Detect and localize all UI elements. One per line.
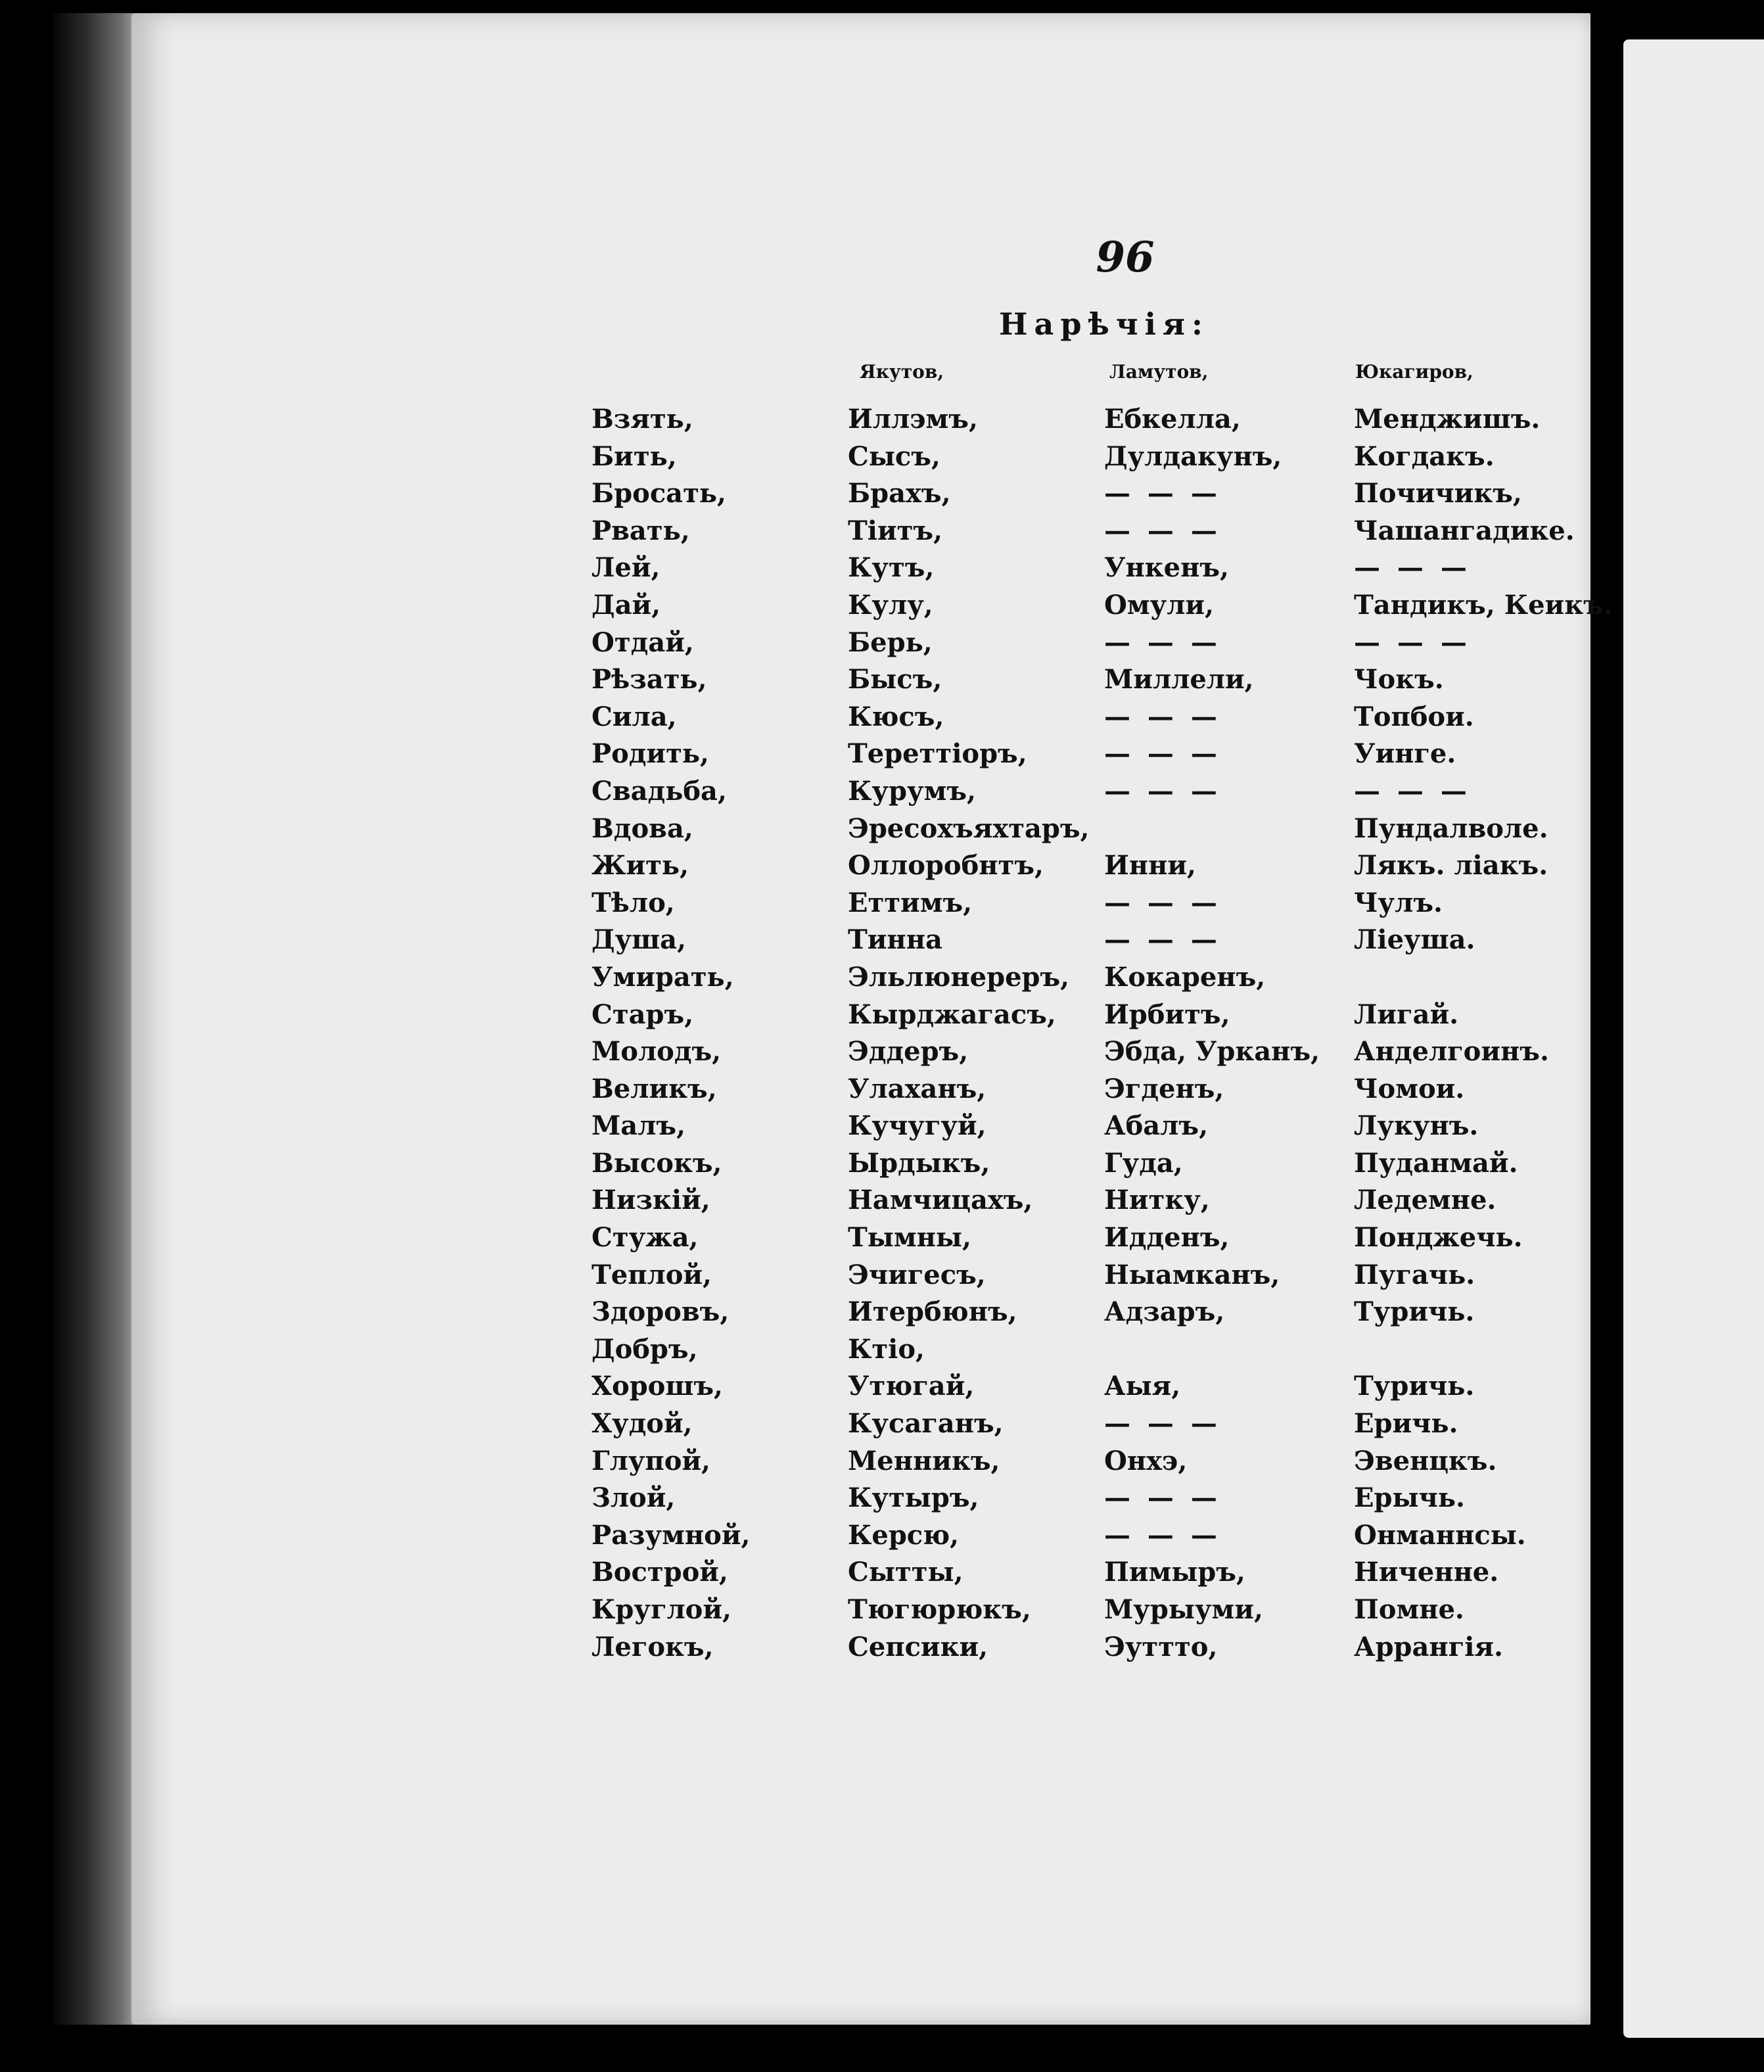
russian-word: Легокъ,	[592, 1631, 714, 1662]
yukagir-word: Чокъ.	[1354, 664, 1444, 695]
table-row	[592, 1517, 1590, 1555]
yukagir-word: Аррангія.	[1354, 1631, 1503, 1662]
yakut-word: Намчицахъ,	[848, 1185, 1033, 1216]
yukagir-word: Менджишъ.	[1354, 404, 1541, 435]
russian-word: Тѣло,	[592, 887, 675, 918]
yukagir-word: Ледемне.	[1354, 1185, 1497, 1216]
yakut-word: Утюгай,	[848, 1371, 975, 1402]
yukagir-word: Ерычь.	[1354, 1482, 1465, 1514]
lamut-word: Эгденъ,	[1104, 1073, 1224, 1104]
lamut-word: Дулдакунъ,	[1104, 440, 1282, 472]
yukagir-word: Онманнсы.	[1354, 1519, 1526, 1551]
lamut-word: — — —	[1104, 738, 1221, 770]
yukagir-word: Лукунъ.	[1354, 1110, 1479, 1142]
lamut-word: — — —	[1104, 1519, 1221, 1551]
lamut-word: Идденъ,	[1104, 1222, 1230, 1254]
table-row	[592, 1108, 1590, 1145]
russian-word: Умирать,	[592, 961, 734, 993]
lamut-word: Инни,	[1104, 850, 1196, 882]
yukagir-word: Лякъ. ліакъ.	[1354, 850, 1548, 882]
yukagir-word: Почичикъ,	[1354, 478, 1522, 509]
table-row	[592, 1331, 1590, 1369]
russian-word: Жить,	[592, 850, 689, 882]
lamut-word: Эбда, Урканъ,	[1104, 1036, 1320, 1068]
table-row	[592, 661, 1590, 699]
lamut-word: Ункенъ,	[1104, 552, 1229, 584]
yukagir-word: — — —	[1354, 552, 1471, 584]
yakut-word: Тинна	[848, 924, 942, 956]
lamut-word: — — —	[1104, 515, 1221, 546]
lamut-word: — — —	[1104, 1408, 1221, 1440]
russian-word: Малъ,	[592, 1110, 686, 1142]
yukagir-word: — — —	[1354, 626, 1471, 658]
yakut-word: Курумъ,	[848, 775, 976, 807]
yukagir-word: Пундалволе.	[1354, 812, 1548, 844]
yakut-word: Керсю,	[848, 1519, 960, 1551]
yukagir-word: Еричь.	[1354, 1408, 1458, 1440]
russian-word: Здоровъ,	[592, 1296, 730, 1328]
yakut-word: Улаханъ,	[848, 1073, 986, 1104]
lamut-word: Ебкелла,	[1104, 404, 1241, 435]
yukagir-word: Ниченне.	[1354, 1557, 1499, 1588]
lamut-word: — — —	[1104, 924, 1221, 956]
yakut-word: Сепсики,	[848, 1631, 988, 1662]
yukagir-word: Понджечь.	[1354, 1222, 1523, 1254]
russian-word: Бросать,	[592, 478, 726, 509]
yakut-word: Эчигесъ,	[848, 1259, 986, 1290]
russian-word: Худой,	[592, 1408, 693, 1440]
russian-word: Молодъ,	[592, 1036, 722, 1068]
lamut-word: Абалъ,	[1104, 1110, 1208, 1142]
yakut-word: Кулу,	[848, 589, 933, 621]
table-row	[592, 959, 1590, 997]
lamut-word: — — —	[1104, 626, 1221, 658]
table-row	[592, 1033, 1590, 1071]
lamut-word: Нитку,	[1104, 1185, 1210, 1216]
russian-word: Старъ,	[592, 999, 694, 1030]
yukagir-word: Помне.	[1354, 1594, 1464, 1625]
yukagir-word: Чулъ.	[1354, 887, 1443, 918]
yakut-word: Кусаганъ,	[848, 1408, 1004, 1440]
column-header-lamut: Ламутов,	[1109, 361, 1209, 383]
russian-word: Лей,	[592, 552, 661, 584]
russian-word: Взять,	[592, 404, 693, 435]
russian-word: Стужа,	[592, 1222, 699, 1254]
russian-word: Разумной,	[592, 1519, 751, 1551]
yakut-word: Бысъ,	[848, 664, 942, 695]
yakut-word: Тіитъ,	[848, 515, 943, 546]
yakut-word: Кырджагасъ,	[848, 999, 1056, 1030]
yukagir-word: Уинге.	[1354, 738, 1456, 770]
yukagir-word: Пугачь.	[1354, 1259, 1475, 1290]
page-number: 96	[1096, 233, 1155, 282]
yakut-word: Брахъ,	[848, 478, 951, 509]
yukagir-word: Ліеуша.	[1354, 924, 1475, 956]
table-row	[592, 1554, 1590, 1591]
yakut-word: Эддеръ,	[848, 1036, 969, 1068]
yakut-word: Эльлюнереръ,	[848, 961, 1070, 993]
table-row	[592, 1071, 1590, 1108]
russian-word: Круглой,	[592, 1594, 731, 1625]
lamut-word: Онхэ,	[1104, 1445, 1188, 1476]
russian-word: Дай,	[592, 589, 661, 621]
lamut-word: Мурыуми,	[1104, 1594, 1263, 1625]
lamut-word: — — —	[1104, 775, 1221, 807]
yakut-word: Итербюнъ,	[848, 1296, 1017, 1328]
lamut-word: Адзаръ,	[1104, 1296, 1225, 1328]
lamut-word: — — —	[1104, 701, 1221, 732]
table-row	[592, 550, 1590, 587]
yakut-word: Оллоробнтъ,	[848, 850, 1044, 882]
russian-word: Глупой,	[592, 1445, 710, 1476]
yukagir-word: Лигай.	[1354, 999, 1459, 1030]
yukagir-word: Когдакъ.	[1354, 440, 1495, 472]
column-header-yukagir: Юкагиров,	[1355, 361, 1474, 383]
lamut-word: — — —	[1104, 478, 1221, 509]
yukagir-word: Туричь.	[1354, 1296, 1475, 1328]
yukagir-word: Чашангадике.	[1354, 515, 1575, 546]
russian-word: Великъ,	[592, 1073, 717, 1104]
table-row	[592, 773, 1590, 811]
table-row	[592, 1480, 1590, 1517]
yakut-word: Кюсъ,	[848, 701, 944, 732]
table-row	[592, 624, 1590, 662]
book-spine	[53, 13, 145, 2025]
yukagir-word: Пуданмай.	[1354, 1147, 1518, 1179]
table-row	[592, 1182, 1590, 1219]
table-row	[592, 475, 1590, 513]
section-title: Нарѣчія:	[999, 306, 1209, 342]
table-row	[592, 736, 1590, 773]
yukagir-word: Топбои.	[1354, 701, 1474, 732]
yakut-word: Кутыръ,	[848, 1482, 979, 1514]
table-row	[592, 922, 1590, 959]
table-row	[592, 1443, 1590, 1480]
table-row	[592, 1405, 1590, 1443]
lamut-word: — — —	[1104, 1482, 1221, 1514]
lamut-word: Кокаренъ,	[1104, 961, 1266, 993]
russian-word: Рвать,	[592, 515, 690, 546]
table-row	[592, 513, 1590, 550]
lamut-word: Пимыръ,	[1104, 1557, 1245, 1588]
yakut-word: Кутъ,	[848, 552, 935, 584]
table-row	[592, 1145, 1590, 1183]
russian-word: Злой,	[592, 1482, 676, 1514]
yukagir-word: Туричь.	[1354, 1371, 1475, 1402]
russian-word: Низкій,	[592, 1185, 710, 1216]
yakut-word: Тюгюрюкъ,	[848, 1594, 1031, 1625]
column-header-yakut: Якутов,	[860, 361, 944, 383]
table-row	[592, 1257, 1590, 1294]
yakut-word: Иллэмъ,	[848, 404, 978, 435]
russian-word: Сила,	[592, 701, 677, 732]
table-row	[592, 997, 1590, 1034]
table-row	[592, 699, 1590, 736]
yakut-word: Кучугуй,	[848, 1110, 986, 1142]
yakut-word: Эресохъяхтаръ,	[848, 812, 1090, 844]
yakut-word: Сысъ,	[848, 440, 940, 472]
yukagir-word: — — —	[1354, 775, 1471, 807]
russian-word: Родить,	[592, 738, 709, 770]
russian-word: Вострой,	[592, 1557, 728, 1588]
russian-word: Рѣзать,	[592, 664, 707, 695]
yakut-word: Еттимъ,	[848, 887, 973, 918]
lamut-word: Ирбитъ,	[1104, 999, 1230, 1030]
vocabulary-table	[592, 401, 1613, 1666]
lamut-word: Ныамканъ,	[1104, 1259, 1280, 1290]
table-row	[592, 1219, 1590, 1257]
right-page-edge	[1623, 39, 1764, 2038]
russian-word: Теплой,	[592, 1259, 712, 1290]
lamut-word: Эуттто,	[1104, 1631, 1218, 1662]
yakut-word: Ктіо,	[848, 1333, 925, 1365]
table-row	[592, 1294, 1590, 1331]
lamut-word: Гуда,	[1104, 1147, 1183, 1179]
yukagir-word: Чомои.	[1354, 1073, 1465, 1104]
table-row	[592, 1591, 1590, 1629]
lamut-word: — — —	[1104, 887, 1221, 918]
russian-word: Хорошъ,	[592, 1371, 723, 1402]
yukagir-word: Эвенцкъ.	[1354, 1445, 1497, 1476]
yukagir-word: Анделгоинъ.	[1354, 1036, 1549, 1068]
left-page	[131, 13, 1613, 2025]
yukagir-word: Тандикъ, Кеикъ.	[1354, 589, 1613, 621]
yakut-word: Тереттіоръ,	[848, 738, 1027, 770]
table-row	[592, 847, 1590, 885]
yakut-word: Менникъ,	[848, 1445, 1000, 1476]
table-row	[592, 401, 1590, 438]
lamut-word: Аыя,	[1104, 1371, 1181, 1402]
russian-word: Свадьба,	[592, 775, 727, 807]
russian-word: Душа,	[592, 924, 687, 956]
table-row	[592, 587, 1613, 624]
yakut-word: Сытты,	[848, 1557, 963, 1588]
lamut-word: Миллели,	[1104, 664, 1254, 695]
table-row	[592, 1629, 1590, 1666]
yakut-word: Тымны,	[848, 1222, 971, 1254]
table-row	[592, 438, 1590, 476]
yakut-word: Берь,	[848, 626, 933, 658]
yakut-word: Ырдыкъ,	[848, 1147, 990, 1179]
russian-word: Бить,	[592, 440, 677, 472]
table-row	[592, 885, 1590, 922]
russian-word: Вдова,	[592, 812, 693, 844]
table-row	[592, 811, 1590, 848]
lamut-word: Омули,	[1104, 589, 1214, 621]
russian-word: Высокъ,	[592, 1147, 722, 1179]
russian-word: Отдай,	[592, 626, 694, 658]
russian-word: Добръ,	[592, 1333, 698, 1365]
table-row	[592, 1368, 1590, 1405]
